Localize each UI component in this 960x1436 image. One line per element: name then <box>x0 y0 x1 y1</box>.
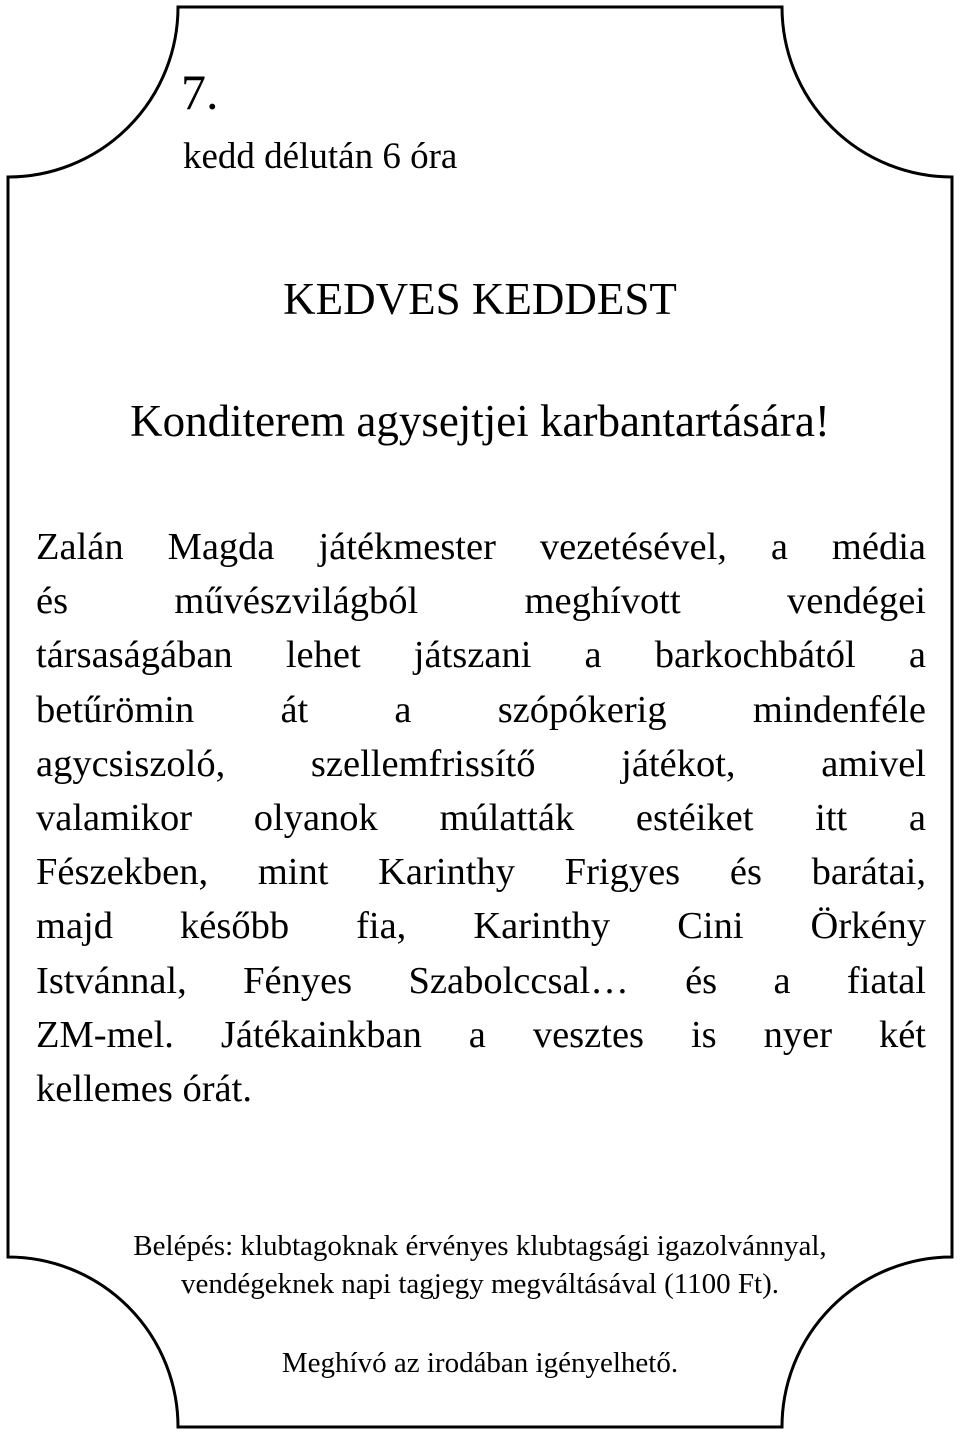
description-line: majd később fia, Karinthy Cini Örkény <box>36 905 926 948</box>
event-subtitle: Konditerem agysejtjei karbantartására! <box>130 396 830 446</box>
description-line: Istvánnal, Fényes Szabolccsal… és a fiatal <box>36 959 926 1002</box>
description-line: Fészekben, mint Karinthy Frigyes és barátai, <box>36 851 926 894</box>
event-number: 7. <box>181 64 219 120</box>
description-line: társaságában lehet játszani a barkochbától a <box>36 634 926 677</box>
description-line: és művészvilágból meghívott vendégei <box>36 580 926 623</box>
entry-info-line: Belépés: klubtagoknak érvényes klubtagsági igazolvánnyal, <box>133 1230 827 1262</box>
description-line: kellemes órát. <box>36 1067 252 1110</box>
description-line: Zalán Magda játékmester vezetésével, a média <box>36 526 926 568</box>
event-time: kedd délután 6 óra <box>183 136 458 177</box>
description-line: ZM-mel. Játékainkban a vesztes is nyer két <box>36 1013 926 1056</box>
description-line: valamikor olyanok múlatták estéiket itt a <box>36 796 926 839</box>
event-title: KEDVES KEDDEST <box>283 274 677 324</box>
invitation-note: Meghívó az irodában igényelhető. <box>281 1347 679 1379</box>
event-description <box>36 520 926 1116</box>
entry-info-line: vendégeknek napi tagjegy megváltásával (1100 Ft). <box>180 1268 780 1300</box>
description-line: agycsiszoló, szellemfrissítő játékot, amivel <box>36 742 926 785</box>
description-line: betűrömin át a szópókerig mindenféle <box>36 688 926 731</box>
